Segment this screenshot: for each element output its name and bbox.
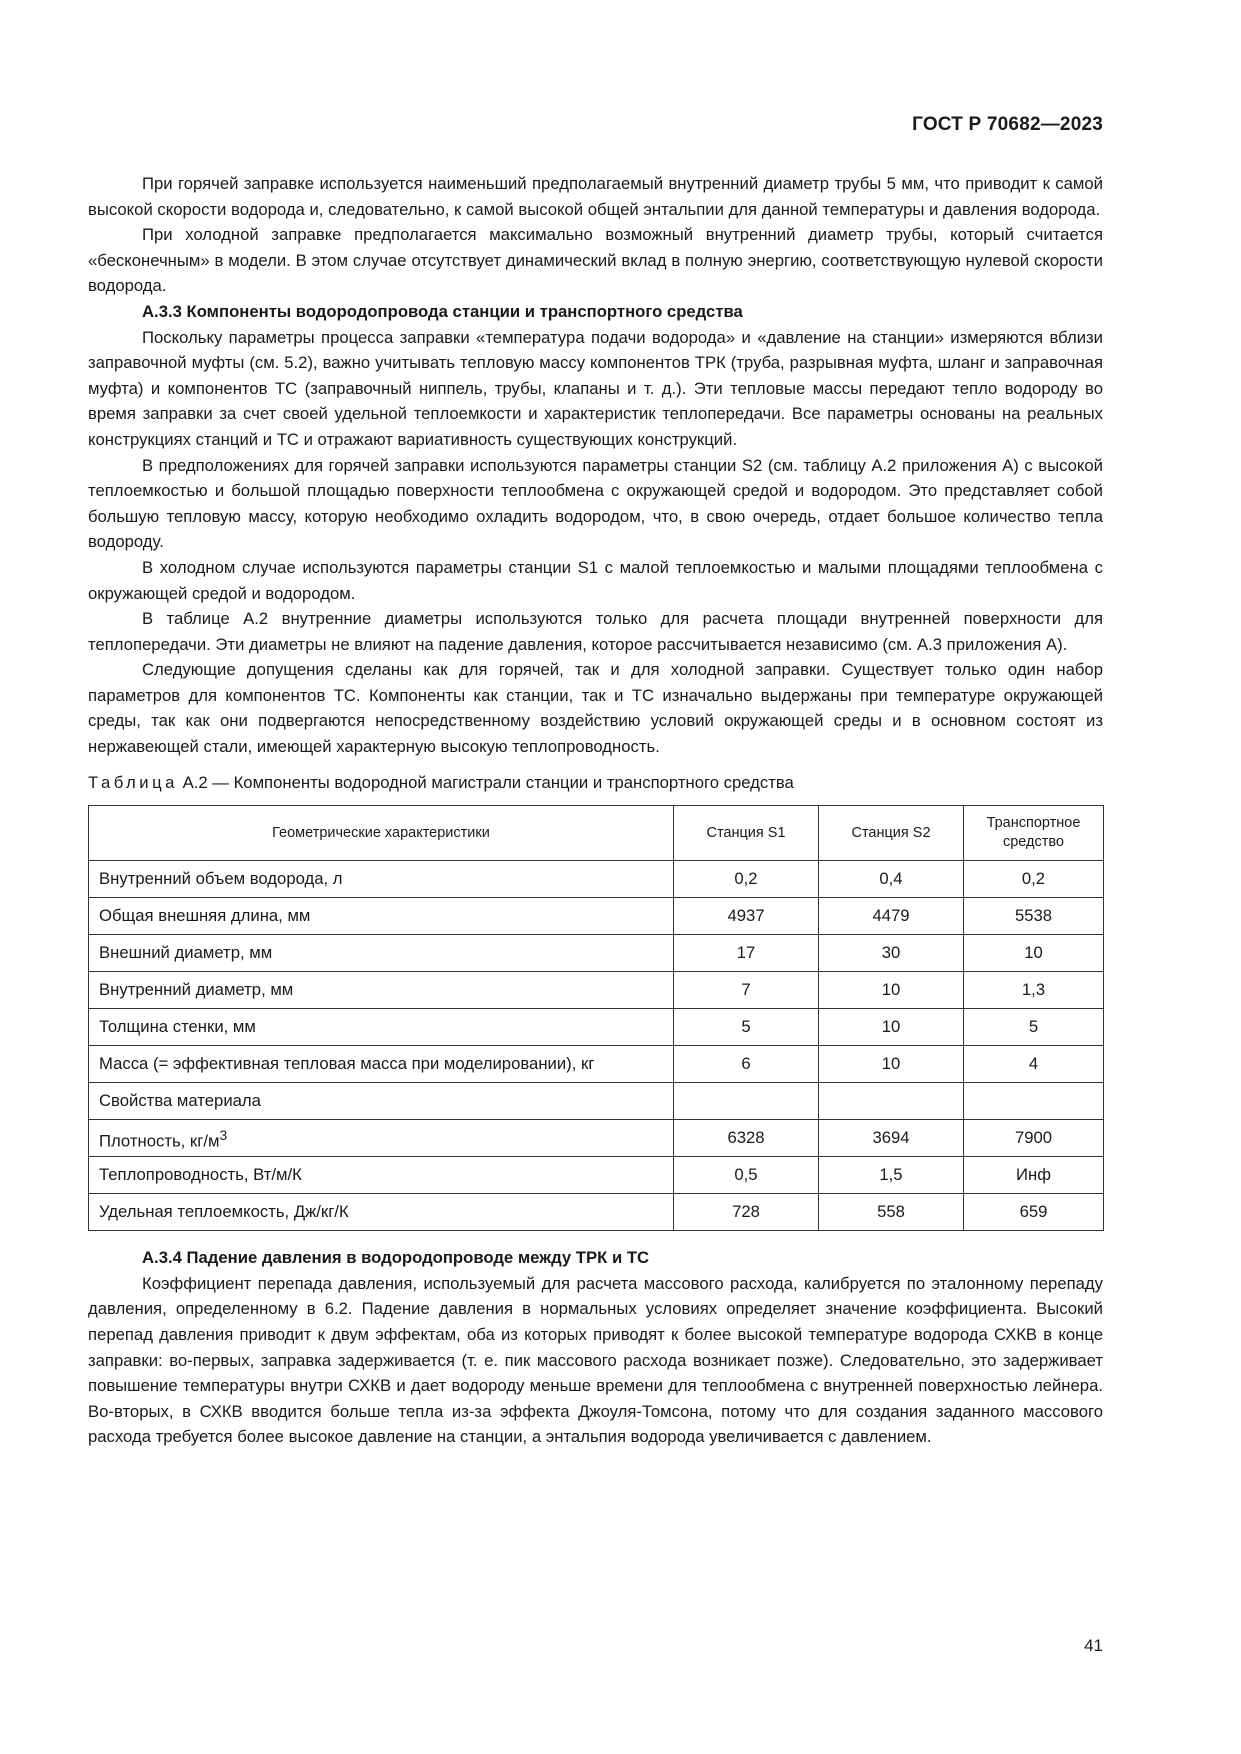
cell-s1: 7: [674, 972, 819, 1009]
table-row: [89, 1009, 1104, 1046]
row-label: Свойства материала: [89, 1083, 674, 1120]
cell-s2: 10: [819, 972, 964, 1009]
superscript: 3: [219, 1126, 228, 1143]
paragraph: При холодной заправке предполагается максимально возможный внутренний диаметр трубы, который считается «бесконечным» в модели. В этом случае отсутствует динамический вклад в полную энергию, соответствующую нулевой скорости водорода.: [88, 225, 1103, 296]
cell-s2: 10: [819, 1046, 964, 1083]
cell-vehicle: [964, 1083, 1104, 1120]
cell-s1: 4937: [674, 898, 819, 935]
document-code-header: ГОСТ Р 70682—2023: [912, 114, 1103, 135]
cell-s2: 10: [819, 1009, 964, 1046]
cell-s1: 17: [674, 935, 819, 972]
table-row: [89, 1046, 1104, 1083]
table-caption-label: Таблица: [88, 772, 178, 792]
cell-s1: [674, 1083, 819, 1120]
table-row: [89, 1157, 1104, 1194]
cell-s1: 0,2: [674, 861, 819, 898]
row-label: Внешний диаметр, мм: [89, 935, 674, 972]
section-heading-a34: А.3.4 Падение давления в водородопроводе между ТРК и ТС: [142, 1248, 650, 1268]
cell-s2: 558: [819, 1194, 964, 1231]
cell-vehicle: 5538: [964, 898, 1104, 935]
row-label-text: Плотность, кг/м: [99, 1131, 220, 1151]
cell-s2: 3694: [819, 1120, 964, 1157]
cell-s2: 30: [819, 935, 964, 972]
cell-s1: 6: [674, 1046, 819, 1083]
table-header-row: [89, 806, 1104, 861]
cell-s1: 0,5: [674, 1157, 819, 1194]
row-label: Толщина стенки, мм: [89, 1009, 674, 1046]
cell-vehicle: 5: [964, 1009, 1104, 1046]
cell-s1: 728: [674, 1194, 819, 1231]
cell-s2: 0,4: [819, 861, 964, 898]
paragraph: В холодном случае используются параметры станции S1 с малой теплоемкостью и малыми площадями теплообмена с окружающей средой и водородом.: [88, 557, 1103, 603]
table-row: [89, 935, 1104, 972]
cell-vehicle: 4: [964, 1046, 1104, 1083]
cell-vehicle: 0,2: [964, 861, 1104, 898]
table-row: [89, 898, 1104, 935]
table-caption: [88, 770, 1103, 796]
cell-s1: 6328: [674, 1120, 819, 1157]
page-number: 41: [1084, 1636, 1103, 1655]
row-label: Внутренний объем водорода, л: [89, 861, 674, 898]
row-label: Удельная теплоемкость, Дж/кг/К: [89, 1194, 674, 1231]
cell-s2: 1,5: [819, 1157, 964, 1194]
row-label: Масса (= эффективная тепловая масса при моделировании), кг: [89, 1046, 674, 1083]
paragraph: Коэффициент перепада давления, используемый для расчета массового расхода, калибруется по эталонному перепаду давления, определенному в 6.2. Падение давления в нормальных условиях определяет значение коэффициента. Высокий перепад давления приводит к двум эффектам, оба из которых приводят к более высокой температуре водорода СХКВ в конце заправки: во-первых, заправка задерживается (т. е. пик массового расхода возникает позже). Следовательно, это задерживает повышение температуры внутри СХКВ и дает водороду меньше времени для теплообмена с внутренней поверхностью лейнера. Во-вторых, в СХКВ вводится больше тепла из-за эффекта Джоуля-Томсона, потому что для создания заданного массового расхода требуется более высокое давление на станции, а энтальпия водорода увеличивается с давлением.: [88, 1273, 1103, 1447]
section-heading-a33: А.3.3 Компоненты водородопровода станции и транспортного средства: [142, 301, 743, 321]
paragraph: Следующие допущения сделаны как для горячей, так и для холодной заправки. Существует только один набор параметров для компонентов ТС. Компоненты как станции, так и ТС изначально выдержаны при температуре окружающей среды, так как они подвергаются непосредственному воздействию условий окружающей среды и в основном состоят из нержавеющей стали, имеющей характерную высокую теплопроводность.: [88, 660, 1103, 757]
row-label: Внутренний диаметр, мм: [89, 972, 674, 1009]
table-row: [89, 972, 1104, 1009]
row-label: Теплопроводность, Вт/м/К: [89, 1157, 674, 1194]
table-caption-text: А.2 — Компоненты водородной магистрали станции и транспортного средства: [177, 772, 794, 792]
row-label: Общая внешняя длина, мм: [89, 898, 674, 935]
page-body: [88, 171, 1103, 1450]
cell-vehicle: 10: [964, 935, 1104, 972]
column-header: Станция S1: [674, 806, 819, 861]
cell-vehicle: 1,3: [964, 972, 1104, 1009]
paragraph: При горячей заправке используется наименьший предполагаемый внутренний диаметр трубы 5 мм, что приводит к самой высокой скорости водорода и, следовательно, к самой высокой общей энтальпии для данной температуры и давления водорода.: [88, 174, 1103, 219]
cell-s2: [819, 1083, 964, 1120]
column-header: Станция S2: [819, 806, 964, 861]
row-label: [89, 1120, 674, 1157]
paragraph: В таблице А.2 внутренние диаметры используются только для расчета площади внутренней поверхности для теплопередачи. Эти диаметры не влияют на падение давления, которое рассчитывается независимо (см. А.3 приложения А).: [88, 609, 1103, 654]
table-row: [89, 1083, 1104, 1120]
column-header: Геометрические характеристики: [89, 806, 674, 861]
cell-s2: 4479: [819, 898, 964, 935]
table-row: [89, 861, 1104, 898]
cell-vehicle: Инф: [964, 1157, 1104, 1194]
components-table: [88, 805, 1104, 1231]
paragraph: Поскольку параметры процесса заправки «температура подачи водорода» и «давление на станции» измеряются вблизи заправочной муфты (см. 5.2), важно учитывать тепловую массу компонентов ТРК (труба, разрывная муфта, шланг и заправочная муфта) и компонентов ТС (заправочный ниппель, трубы, клапаны и т. д.). Эти тепловые массы передают тепло водороду во время заправки за счет своей удельной теплоемкости и характеристик теплопередачи. Все параметры основаны на реальных конструкциях станций и ТС и отражают вариативность существующих конструкций.: [88, 327, 1103, 449]
column-header: Транспортное средство: [964, 806, 1104, 861]
cell-s1: 5: [674, 1009, 819, 1046]
table-row: [89, 1194, 1104, 1231]
cell-vehicle: 7900: [964, 1120, 1104, 1157]
table-row: [89, 1120, 1104, 1157]
paragraph: В предположениях для горячей заправки используются параметры станции S2 (см. таблицу А.2 приложения А) с высокой теплоемкостью и большой площадью поверхности теплообмена с окружающей средой и водородом. Это представляет собой большую тепловую массу, которую необходимо охладить водородом, что, в свою очередь, отдает большое количество тепла водороду.: [88, 455, 1103, 552]
cell-vehicle: 659: [964, 1194, 1104, 1231]
